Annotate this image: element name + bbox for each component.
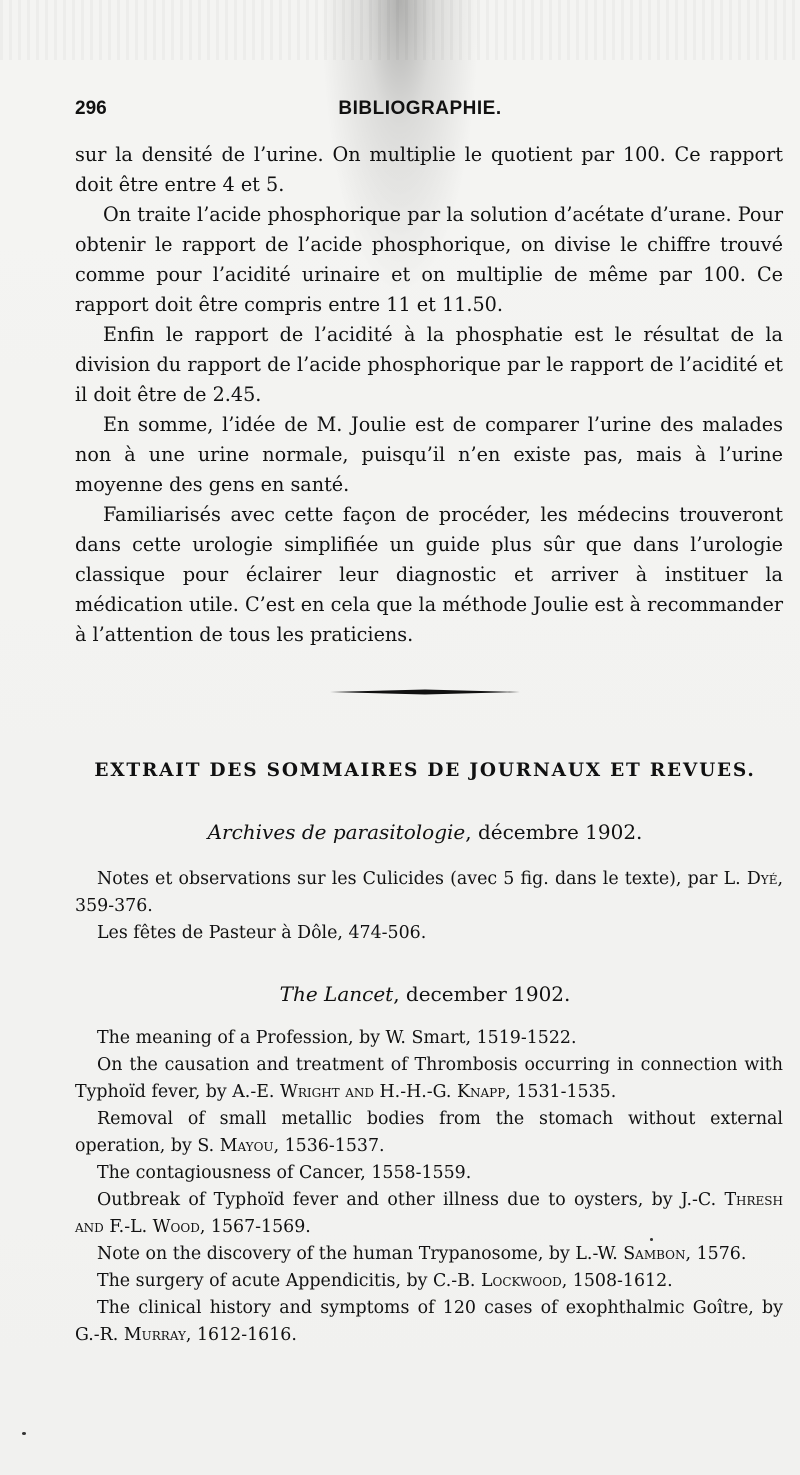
list-item (75, 1268, 783, 1295)
section-title: EXTRAIT DES SOMMAIRES DE JOURNAUX ET REVUES. (94, 760, 756, 781)
entry-title: The clinical history and symptoms of 120 cases of exophthalmic Goître, by (97, 1298, 783, 1318)
journal-entries (75, 866, 783, 947)
paragraph: sur la densité de l’urine. On multiplie le quotient par 100. Ce rapport doit être entre 4 et 5. (75, 143, 783, 196)
entry-title: Les fêtes de Pasteur à Dôle, 474-506. (97, 923, 427, 943)
entry-pages: and H.-H.-G. Knapp, 1531-1535. (339, 1082, 617, 1102)
journal-heading (75, 820, 775, 844)
scan-speck (650, 1238, 653, 1241)
journal-heading (75, 982, 775, 1006)
journal-date: , december 1902. (393, 982, 571, 1006)
list-item (75, 1241, 783, 1268)
running-title: BIBLIOGRAPHIE. (338, 98, 502, 119)
list-item (75, 866, 783, 920)
paragraph: Enfin le rapport de l’acidité à la phosphatie est le résultat de la division du rapport de l’acide phosphorique par le rapport de l’acidité et il doit être de 2.45. (75, 323, 783, 406)
list-item (75, 1295, 783, 1349)
entry-title: Notes et observations sur les Culicides (avec 5 fig. dans le texte), par (97, 869, 724, 889)
entry-title: The surgery of acute Appendicitis, by (97, 1271, 434, 1291)
journal-date: , décembre 1902. (465, 820, 643, 844)
entry-title: Note on the discovery of the human Trypanosome, by (97, 1244, 576, 1264)
paragraph: En somme, l’idée de M. Joulie est de comparer l’urine des malades non à une urine normale, puisqu’il n’en existe pas, mais à l’urine moyenne des gens en santé. (75, 413, 783, 496)
body-text (75, 140, 783, 650)
paragraph: On traite l’acide phosphorique par la solution d’acétate d’urane. Pour obtenir le rapport de l’acide phosphorique, on divise le chiffre trouvé comme pour l’acidité urinaire et on multiplie de même par 100. Ce rapport doit être compris entre 11 et 11.50. (75, 203, 783, 316)
journal-name: Archives de parasitologie (207, 820, 466, 844)
entry-pages: , 1612-1616. (185, 1325, 297, 1345)
section-divider-rule (330, 688, 520, 696)
entry-pages: , 1576. (685, 1244, 747, 1264)
entry-title: The meaning of a Profession, by W. Smart, 1519-1522. (97, 1028, 577, 1048)
entry-author: L. Dyé (723, 869, 778, 889)
journal-name: The Lancet (279, 982, 394, 1006)
entry-pages: , 1508-1612. (561, 1271, 673, 1291)
entry-title: Outbreak of Typhoïd fever and other illness due to oysters, by (97, 1190, 681, 1210)
entry-pages: , 359-376. (75, 869, 784, 916)
scan-shadow (0, 0, 800, 60)
paragraph: Familiarisés avec cette façon de procéder, les médecins trouveront dans cette urologie simplifiée un guide plus sûr que dans l’urologie classique pour éclairer leur diagnostic et arriver à instituer la médication utile. C’est en cela que la méthode Joulie est à recommander à l’attention de tous les praticiens. (75, 503, 783, 646)
list-item (75, 1025, 783, 1052)
entry-pages: and F.-L. Wood, 1567-1569. (75, 1217, 311, 1237)
entry-author: A.-E. Wright (232, 1082, 340, 1102)
entry-title: The contagiousness of Cancer, 1558-1559. (97, 1163, 472, 1183)
entry-author: J.-C. Thresh (680, 1190, 783, 1210)
entry-author: G.-R. Murray (75, 1325, 186, 1345)
entry-pages: , 1536-1537. (273, 1136, 385, 1156)
list-item (75, 1052, 783, 1106)
list-item (75, 920, 783, 947)
page-header (75, 98, 765, 128)
list-item (75, 1160, 783, 1187)
list-item (75, 1187, 783, 1241)
page-number: 296 (75, 98, 107, 119)
scan-speck (22, 1432, 26, 1435)
entry-title: On the causation and treatment of Thrombosis occurring in connection with Typhoïd fever, by (75, 1055, 783, 1102)
entry-author: C.-B. Lockwood (433, 1271, 562, 1291)
list-item (75, 1106, 783, 1160)
entry-author: L.-W. Sambon (575, 1244, 686, 1264)
journal-entries (75, 1025, 783, 1349)
entry-title: Removal of small metallic bodies from the stomach without external operation, by S. (75, 1109, 783, 1156)
entry-author: Mayou (219, 1136, 274, 1156)
